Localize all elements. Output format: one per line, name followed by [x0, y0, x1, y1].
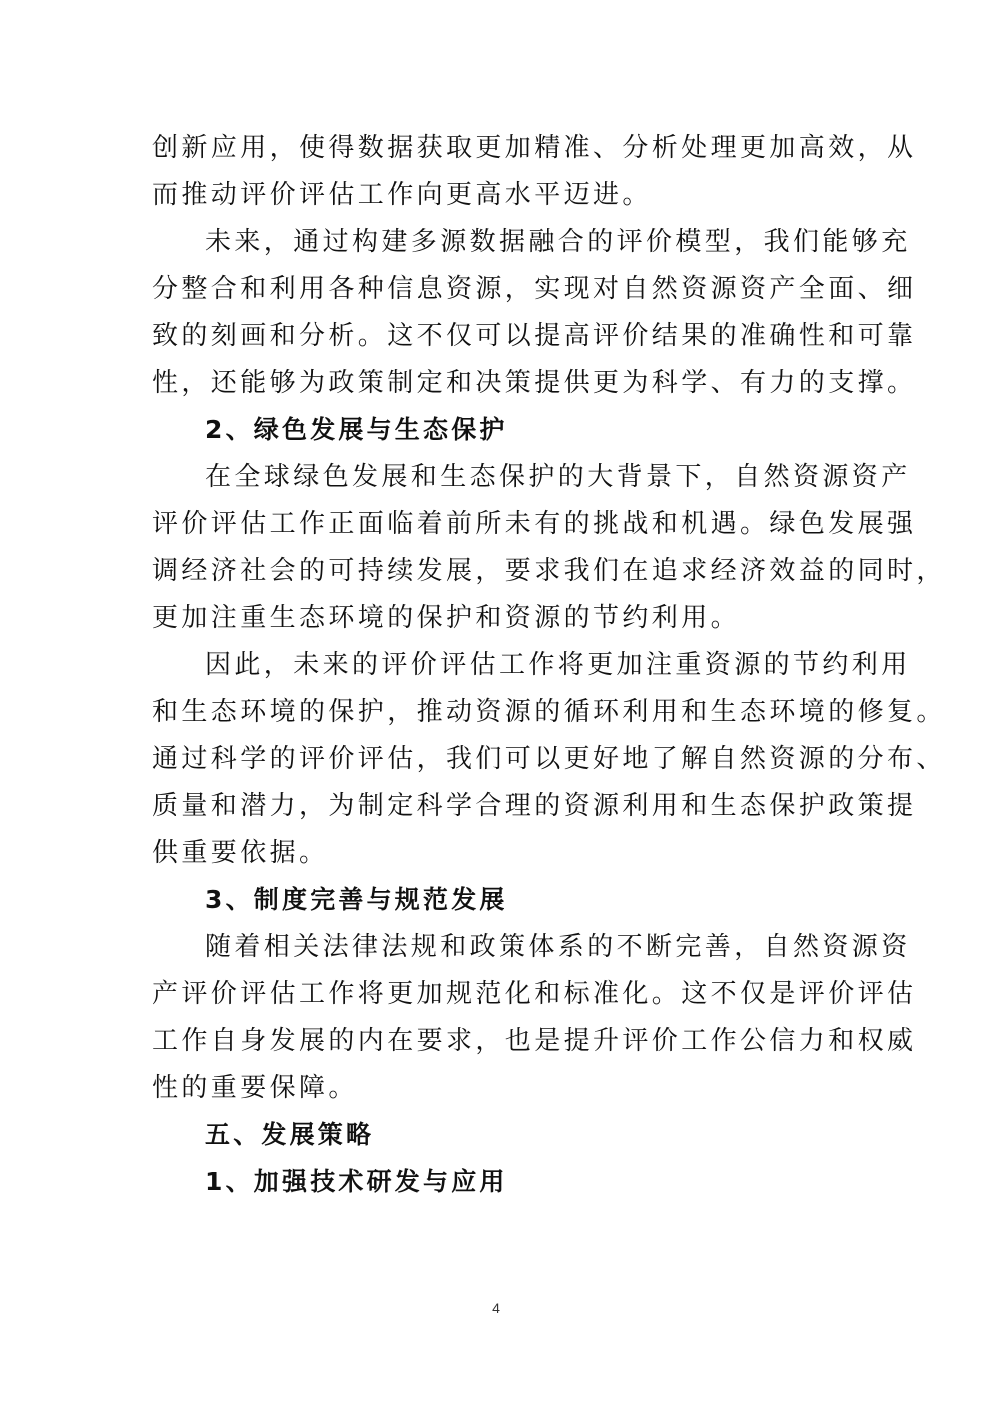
- paragraph-line: 未来，通过构建多源数据融合的评价模型，我们能够充: [205, 227, 911, 257]
- paragraph-line: 性，还能够为政策制定和决策提供更为科学、有力的支撑。: [152, 368, 917, 398]
- paragraph-line: 质量和潜力，为制定科学合理的资源利用和生态保护政策提: [152, 791, 917, 821]
- paragraph-line: 而推动评价评估工作向更高水平迈进。: [152, 180, 652, 210]
- paragraph-line: 致的刻画和分析。这不仅可以提高评价结果的准确性和可靠: [152, 321, 917, 351]
- paragraph-line: 和生态环境的保护，推动资源的循环利用和生态环境的修复。: [152, 697, 946, 727]
- paragraph-line: 评价评估工作正面临着前所未有的挑战和机遇。绿色发展强: [152, 509, 917, 539]
- paragraph-line: 因此，未来的评价评估工作将更加注重资源的节约利用: [205, 650, 911, 680]
- paragraph-line: 调经济社会的可持续发展，要求我们在追求经济效益的同时，: [152, 556, 946, 586]
- subsection-heading: 3、制度完善与规范发展: [205, 885, 508, 914]
- paragraph-line: 在全球绿色发展和生态保护的大背景下，自然资源资产: [205, 462, 911, 492]
- paragraph-line: 产评价评估工作将更加规范化和标准化。这不仅是评价评估: [152, 979, 917, 1009]
- subsection-heading: 1、加强技术研发与应用: [205, 1167, 508, 1196]
- page-number: 4: [492, 1300, 500, 1316]
- paragraph-line: 更加注重生态环境的保护和资源的节约利用。: [152, 603, 741, 633]
- paragraph-line: 创新应用，使得数据获取更加精准、分析处理更加高效，从: [152, 133, 917, 163]
- subsection-heading: 2、绿色发展与生态保护: [205, 415, 508, 444]
- paragraph-line: 随着相关法律法规和政策体系的不断完善，自然资源资: [205, 932, 911, 962]
- paragraph-line: 性的重要保障。: [152, 1073, 358, 1103]
- paragraph-line: 供重要依据。: [152, 838, 329, 868]
- paragraph-line: 通过科学的评价评估，我们可以更好地了解自然资源的分布、: [152, 744, 946, 774]
- paragraph-line: 工作自身发展的内在要求，也是提升评价工作公信力和权威: [152, 1026, 917, 1056]
- paragraph-line: 分整合和利用各种信息资源，实现对自然资源资产全面、细: [152, 274, 917, 304]
- section-heading: 五、发展策略: [205, 1120, 375, 1149]
